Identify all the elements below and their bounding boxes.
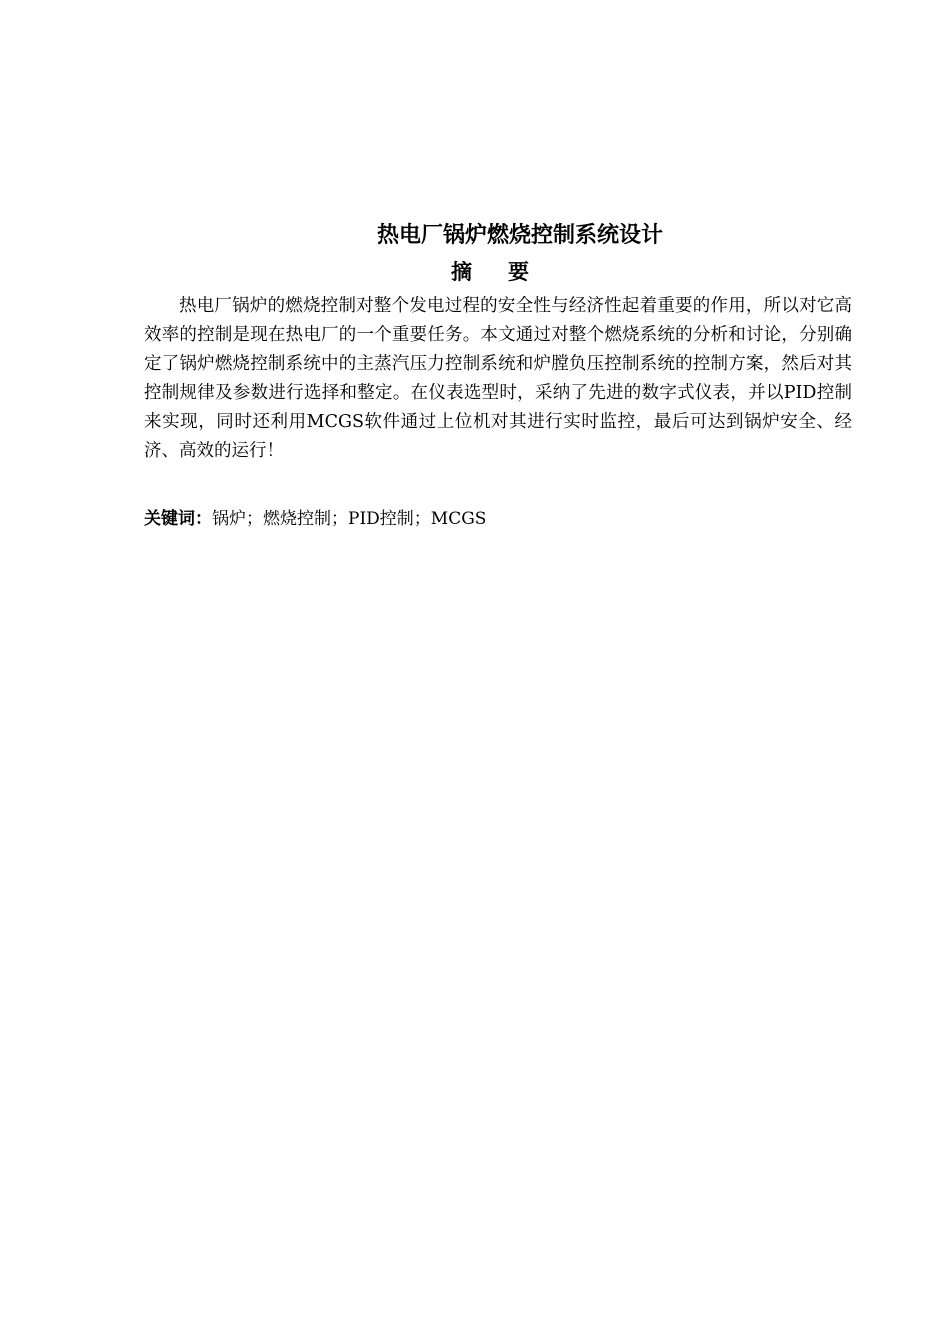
abstract-heading-char-1: 摘 xyxy=(451,260,472,284)
abstract-heading-char-2: 要 xyxy=(508,260,529,284)
abstract-paragraph: 热电厂锅炉的燃烧控制对整个发电过程的安全性与经济性起着重要的作用，所以对它高效率的控制是现在热电厂的一个重要任务。本文通过对整个燃烧系统的分析和讨论，分别确定了锅炉燃烧控制系统中的主蒸汽压力控制系统和炉膛负压控制系统的控制方案，然后对其控制规律及参数进行选择和整定。在仪表选型时，采纳了先进的数字式仪表，并以PID控制来实现，同时还利用MCGS软件通过上位机对其进行实时监控，最后可达到锅炉安全、经济、高效的运行！ xyxy=(144,296,852,461)
keywords-line xyxy=(144,506,852,532)
keywords-label: 关键词： xyxy=(144,509,212,529)
paper-title: 热电厂锅炉燃烧控制系统设计 xyxy=(376,223,663,248)
keywords-value: 锅炉；燃烧控制；PID控制；MCGS xyxy=(212,509,487,529)
abstract-heading xyxy=(0,257,950,287)
